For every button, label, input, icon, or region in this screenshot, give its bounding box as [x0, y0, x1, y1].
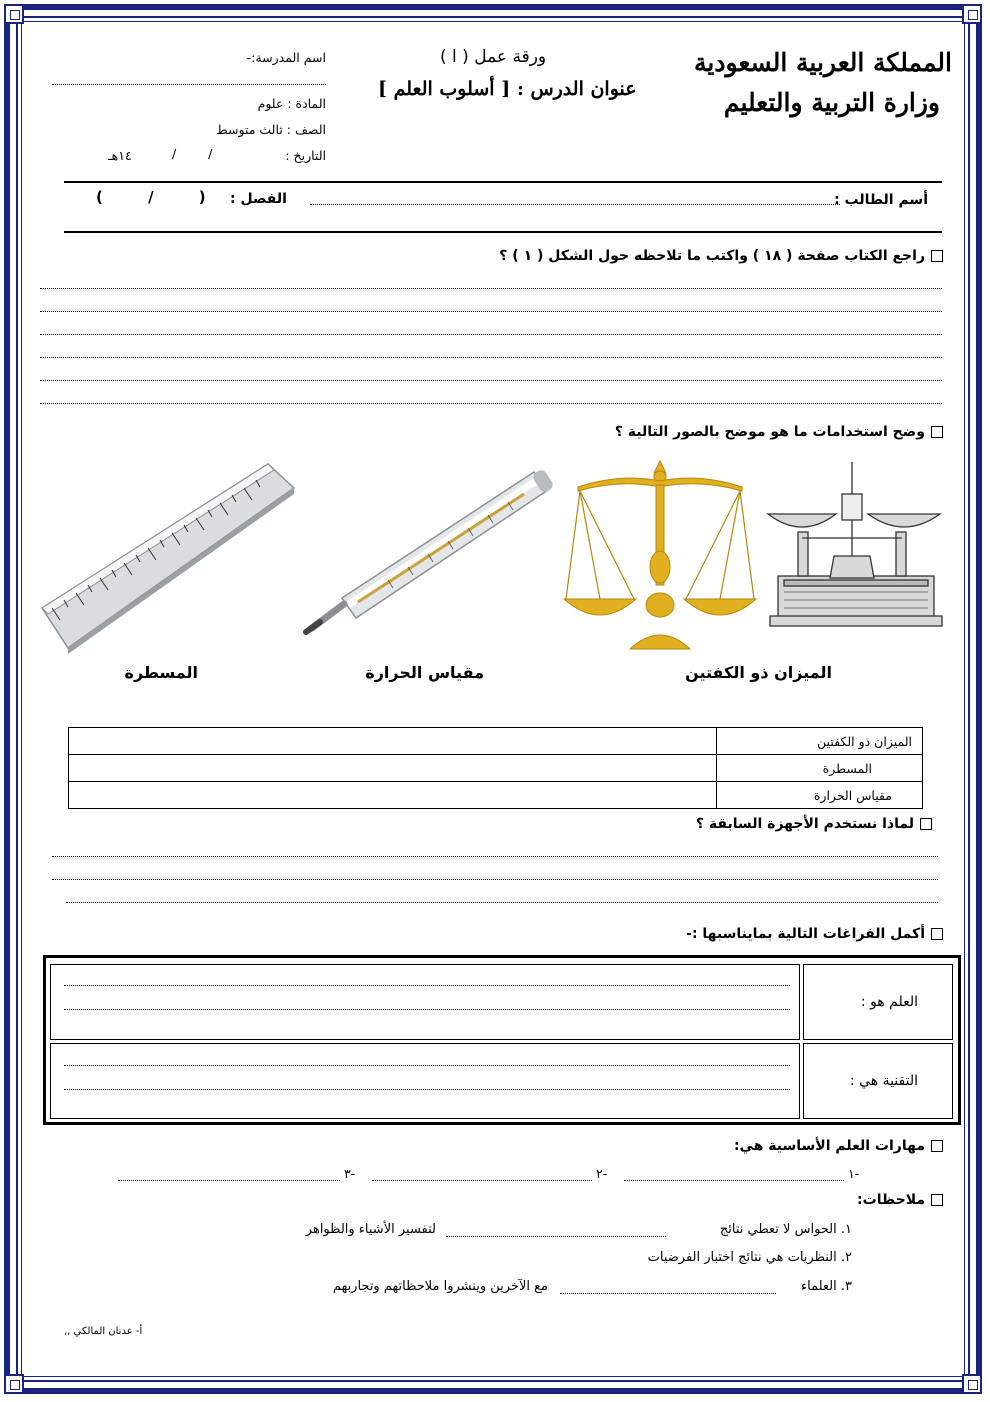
- class-label: الفصل :: [230, 191, 287, 207]
- skill-blank-3[interactable]: [118, 1180, 340, 1181]
- science-answer-cell[interactable]: [50, 964, 800, 1040]
- table-row: [69, 755, 923, 782]
- date-year: ١٤هـ: [108, 148, 132, 163]
- school-blank: [52, 84, 326, 85]
- checkbox-icon: [920, 818, 932, 830]
- ruler-image: [38, 458, 298, 654]
- ministry-title: وزارة التربية والتعليم: [723, 88, 940, 117]
- note-1-start: ١. الحواس لا تعطي نتائج: [719, 1222, 852, 1237]
- answer-line-5[interactable]: [40, 380, 942, 381]
- skill-blank-1[interactable]: [624, 1180, 844, 1181]
- question-3: لماذا نستخدم الأجهزة السابقة ؟: [696, 816, 932, 832]
- science-line-2[interactable]: [64, 1009, 790, 1010]
- kingdom-title: المملكة العربية السعودية: [693, 48, 952, 77]
- page-border-inner-thin: [21, 21, 965, 1377]
- thermometer-image: [298, 462, 554, 642]
- date-label: التاريخ :: [285, 148, 326, 163]
- table-answer-cell[interactable]: [69, 728, 717, 755]
- technology-line-1[interactable]: [64, 1065, 790, 1066]
- table-row: [69, 728, 923, 755]
- technology-label: التقنية هي :: [849, 1073, 918, 1089]
- technology-line-2[interactable]: [64, 1089, 790, 1090]
- uses-table: [68, 727, 923, 809]
- student-name-blank[interactable]: [310, 204, 840, 205]
- skill-number-1: ١-: [848, 1166, 860, 1181]
- skill-blank-2[interactable]: [372, 1180, 592, 1181]
- caption-balance: الميزان ذو الكفتين: [685, 663, 832, 682]
- checkbox-icon: [931, 1140, 943, 1152]
- checkbox-icon: [931, 426, 943, 438]
- grade-label: الصف : ثالث متوسط: [216, 122, 326, 137]
- answer-line-3[interactable]: [40, 334, 942, 335]
- checkbox-icon: [931, 1194, 943, 1206]
- science-line-1[interactable]: [64, 985, 790, 986]
- date-slashes: / /: [172, 146, 213, 161]
- school-label: اسم المدرسة:-: [246, 50, 326, 65]
- skill-number-2: ٢-: [596, 1166, 608, 1181]
- question-1: راجع الكتاب صفحة ( ١٨ ) واكتب ما تلاحظه حول الشكل ( ١ ) ؟: [499, 248, 943, 264]
- author-credit: أ- عدنان المالكي ,,: [64, 1326, 143, 1337]
- header-divider-bottom: [64, 231, 942, 233]
- caption-ruler: المسطرة: [124, 663, 198, 682]
- student-name-label: أسم الطالب :: [834, 192, 928, 208]
- lesson-title: [ أسلوب العلم ]: [378, 78, 511, 100]
- answer-line-4[interactable]: [40, 357, 942, 358]
- lesson-prefix: عنوان الدرس :: [516, 78, 637, 100]
- corner-ornament-br: [962, 1374, 982, 1394]
- table-answer-cell[interactable]: [69, 782, 717, 809]
- checkbox-icon: [931, 250, 943, 262]
- note-3-start: ٣. العلماء: [801, 1279, 852, 1294]
- note-3-end: مع الآخرين وينشروا ملاحظاتهم وتجاربهم: [332, 1279, 548, 1294]
- answer-line-q3-2[interactable]: [52, 879, 938, 880]
- vintage-balance-image: [764, 460, 944, 630]
- science-label: العلم هو :: [860, 994, 918, 1010]
- definitions-box: [43, 955, 961, 1125]
- corner-ornament-tl: [4, 4, 24, 24]
- answer-line-2[interactable]: [40, 311, 942, 312]
- lesson-heading: [378, 78, 637, 100]
- note-1-end: لتفسير الأشياء والظواهر: [305, 1222, 436, 1237]
- notes-title: ملاحظات:: [857, 1192, 943, 1208]
- gold-balance-image: [560, 455, 760, 653]
- answer-line-q3-3[interactable]: [66, 902, 938, 903]
- table-answer-cell[interactable]: [69, 755, 717, 782]
- question-2: وضح استخدامات ما هو موضح بالصور التالية ؟: [615, 424, 943, 440]
- question-4: أكمل الفراغات التالية بمايناسبها :-: [686, 926, 943, 942]
- skill-number-3: ٣-: [344, 1166, 356, 1181]
- note-2: ٢. النظريات هي نتائج اختبار الفرضيات: [647, 1250, 852, 1265]
- note-3-blank[interactable]: [560, 1293, 776, 1294]
- table-label-thermometer: مقياس الحرارة: [717, 782, 923, 809]
- question-5: مهارات العلم الأساسية هي:: [734, 1138, 943, 1154]
- checkbox-icon: [931, 928, 943, 940]
- answer-line-6[interactable]: [40, 403, 942, 404]
- table-label-balance: الميزان ذو الكفتين: [717, 728, 923, 755]
- subject-label: المادة : علوم: [257, 96, 326, 111]
- worksheet-number: ورقة عمل ( ا ): [440, 47, 547, 67]
- corner-ornament-tr: [962, 4, 982, 24]
- header-divider-top: [64, 181, 942, 183]
- note-1-blank[interactable]: [446, 1236, 666, 1237]
- table-label-ruler: المسطرة: [717, 755, 923, 782]
- caption-thermometer: مقياس الحرارة: [365, 663, 484, 682]
- table-row: [69, 782, 923, 809]
- answer-line-1[interactable]: [40, 288, 942, 289]
- corner-ornament-bl: [4, 1374, 24, 1394]
- answer-line-q3-1[interactable]: [52, 856, 938, 857]
- class-blank[interactable]: ( / ): [96, 188, 206, 206]
- technology-answer-cell[interactable]: [50, 1043, 800, 1119]
